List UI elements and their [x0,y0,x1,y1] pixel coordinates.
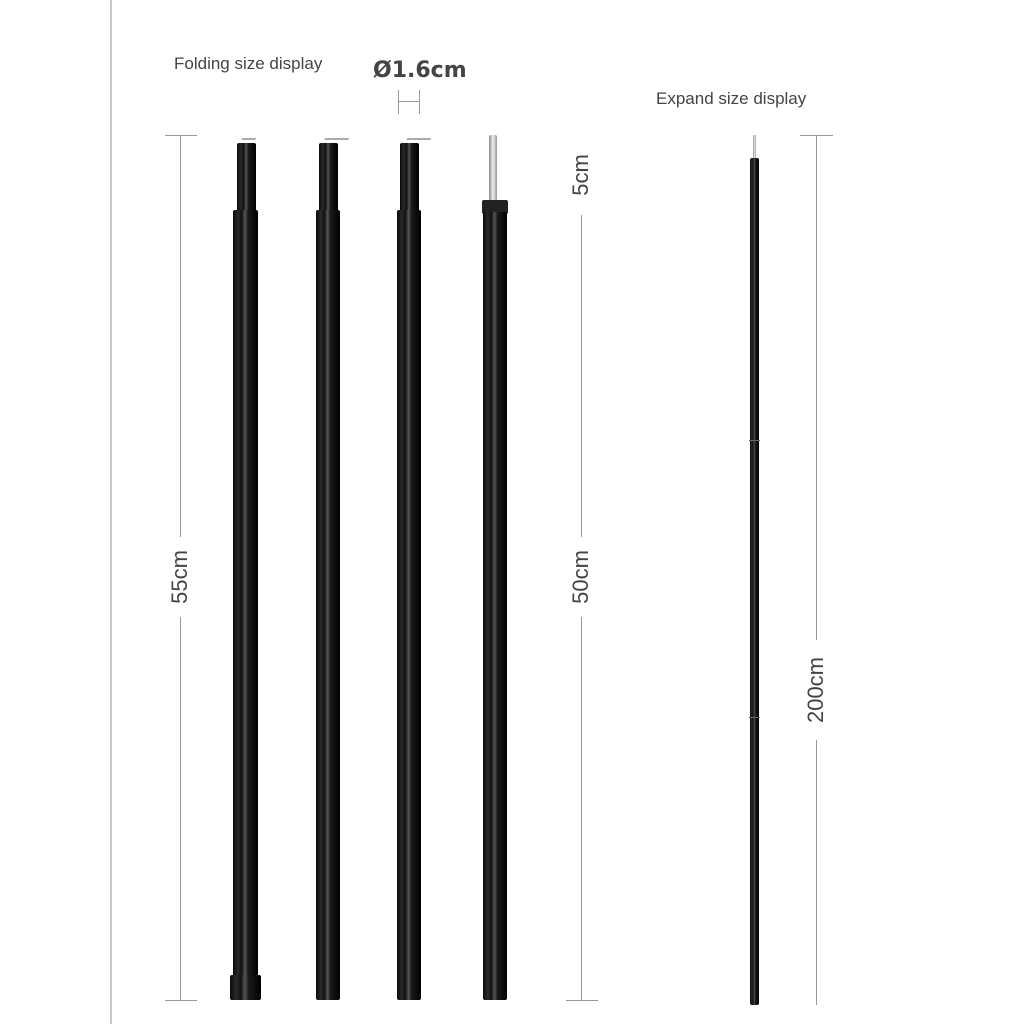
folded-dimension-top-cap [165,135,197,136]
expand-size-label: Expand size display [656,89,807,108]
diameter-marker-left [398,90,399,114]
folding-size-label: Folding size display [174,54,323,73]
left-border [110,0,112,1024]
tube-length-label: 50cm [564,537,598,617]
pole-4-pin [489,135,497,201]
pole-1-foot-cap [230,975,261,1000]
pin-length-label: 5cm [564,135,598,215]
pole-2-top [319,143,338,213]
pole-joint [749,440,760,441]
pole-3-top [400,143,419,213]
pole-3 [397,210,421,1000]
expanded-pole [750,158,759,1005]
pole-1 [233,210,258,980]
segment-dimension-bottom-cap [566,1000,598,1001]
expanded-length-label: 200cm [799,640,833,740]
diameter-label: Ø1.6cm [373,58,467,83]
folded-dimension-bottom-cap [165,1000,197,1001]
pole-joint [749,717,760,718]
pole-1-top [237,143,256,213]
diameter-marker-right [419,90,420,114]
folded-length-label: 55cm [163,537,197,617]
expanded-dimension-line [816,135,817,1005]
pole-2 [316,210,340,1000]
expanded-dimension-top-cap [800,135,833,136]
pole-4 [483,212,507,1000]
diameter-marker-bar [398,101,420,102]
